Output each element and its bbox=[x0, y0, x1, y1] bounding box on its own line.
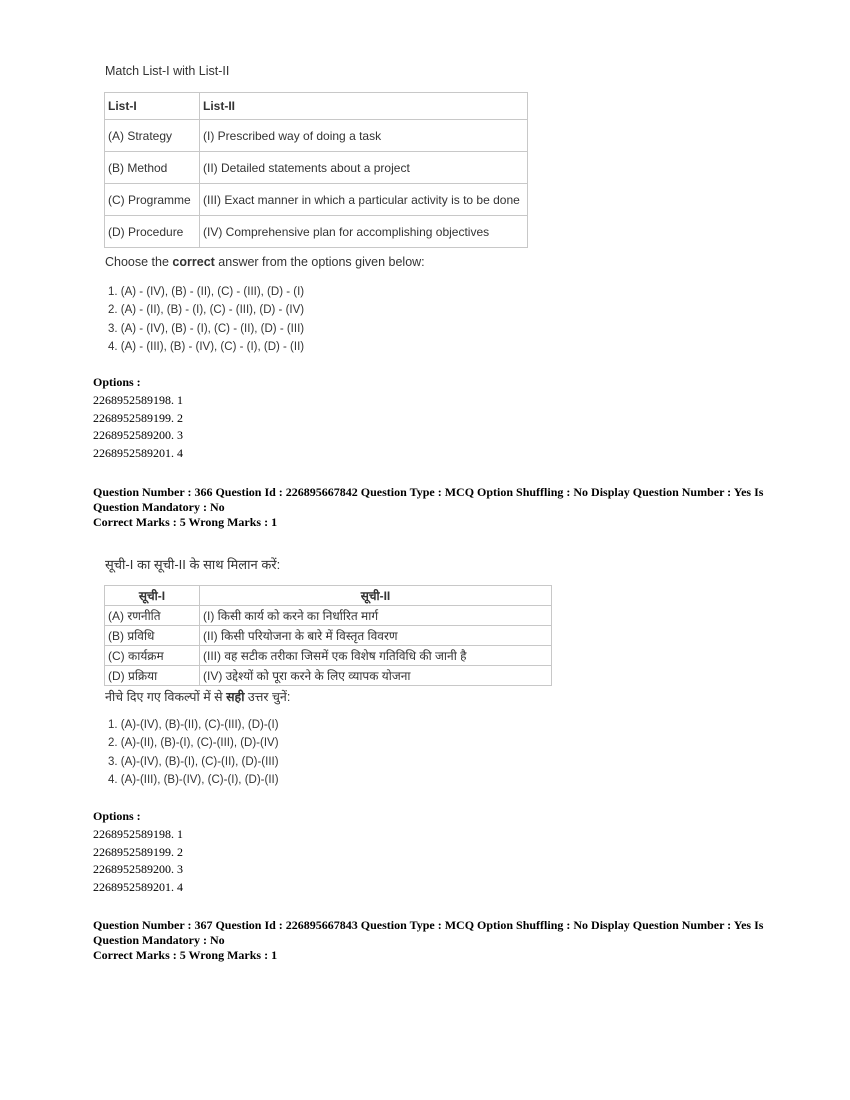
table-row bbox=[105, 152, 528, 184]
answer-option: 2. (A)-(II), (B)-(I), (C)-(III), (D)-(IV) bbox=[108, 737, 279, 750]
list-1-cell: (A) Strategy bbox=[105, 120, 200, 152]
options-block bbox=[93, 374, 183, 463]
options-label: Options : bbox=[93, 809, 141, 823]
question-mandatory-line: Question Mandatory : No bbox=[93, 933, 225, 947]
table-row bbox=[105, 216, 528, 248]
list-1-cell: (C) Programme bbox=[105, 184, 200, 216]
table-row bbox=[105, 646, 552, 666]
table-header-row bbox=[105, 93, 528, 120]
answer-options-list-hindi bbox=[108, 716, 279, 789]
option-id: 2268952589200. 3 bbox=[93, 428, 183, 443]
list-2-cell: (I) किसी कार्य को करने का निर्धारित मार्ग bbox=[200, 606, 552, 626]
option-id: 2268952589199. 2 bbox=[93, 844, 183, 859]
question-info-line: Question Number : 366 Question Id : 226895667842 Question Type : MCQ Option Shuffling : No Display Question Number : Yes Is bbox=[93, 485, 764, 499]
question-prompt-hindi: सूची-I का सूची-II के साथ मिलान करें: bbox=[105, 557, 281, 572]
question-meta bbox=[93, 485, 773, 530]
answer-option: 4. (A) - (III), (B) - (IV), (C) - (I), (D) - (II) bbox=[108, 340, 305, 353]
list-1-cell: (D) Procedure bbox=[105, 216, 200, 248]
option-id: 2268952589201. 4 bbox=[93, 446, 183, 461]
list-2-cell: (III) Exact manner in which a particular activity is to be done bbox=[200, 184, 528, 216]
table-header-row bbox=[105, 586, 552, 606]
match-table bbox=[104, 92, 528, 248]
option-id: 2268952589201. 4 bbox=[93, 880, 183, 895]
options-block bbox=[93, 808, 183, 897]
list-2-cell: (II) Detailed statements about a project bbox=[200, 152, 528, 184]
marks-line: Correct Marks : 5 Wrong Marks : 1 bbox=[93, 948, 278, 962]
choose-instruction-hindi: नीचे दिए गए विकल्पों में से सही उत्तर चुनें: bbox=[105, 690, 291, 704]
table-row bbox=[105, 120, 528, 152]
emphasis-text: सही bbox=[226, 690, 245, 704]
column-header-list-2: सूची-II bbox=[200, 586, 552, 606]
list-2-cell: (IV) उद्देश्यों को पूरा करने के लिए व्यापक योजना bbox=[200, 666, 552, 686]
option-id: 2268952589200. 3 bbox=[93, 862, 183, 877]
marks-line: Correct Marks : 5 Wrong Marks : 1 bbox=[93, 515, 278, 529]
options-label: Options : bbox=[93, 375, 141, 389]
list-1-cell: (A) रणनीति bbox=[105, 606, 200, 626]
answer-option: 3. (A)-(IV), (B)-(I), (C)-(II), (D)-(III) bbox=[108, 755, 279, 768]
column-header-list-1: List-I bbox=[105, 93, 200, 120]
question-mandatory-line: Question Mandatory : No bbox=[93, 500, 225, 514]
list-1-cell: (C) कार्यक्रम bbox=[105, 646, 200, 666]
answer-option: 4. (A)-(III), (B)-(IV), (C)-(I), (D)-(II) bbox=[108, 773, 279, 786]
match-table-hindi bbox=[104, 585, 552, 686]
list-1-cell: (D) प्रक्रिया bbox=[105, 666, 200, 686]
list-2-cell: (III) वह सटीक तरीका जिसमें एक विशेष गतिविधि की जानी है bbox=[200, 646, 552, 666]
table-row bbox=[105, 606, 552, 626]
list-1-cell: (B) Method bbox=[105, 152, 200, 184]
question-meta bbox=[93, 918, 773, 963]
answer-option: 3. (A) - (IV), (B) - (I), (C) - (II), (D) - (III) bbox=[108, 322, 305, 335]
list-1-cell: (B) प्रविधि bbox=[105, 626, 200, 646]
table-row bbox=[105, 184, 528, 216]
list-2-cell: (IV) Comprehensive plan for accomplishing objectives bbox=[200, 216, 528, 248]
table-row bbox=[105, 666, 552, 686]
question-info-line: Question Number : 367 Question Id : 226895667843 Question Type : MCQ Option Shuffling : No Display Question Number : Yes Is bbox=[93, 918, 764, 932]
option-id: 2268952589198. 1 bbox=[93, 826, 183, 841]
column-header-list-2: List-II bbox=[200, 93, 528, 120]
answer-options-list bbox=[108, 283, 304, 356]
column-header-list-1: सूची-I bbox=[105, 586, 200, 606]
question-prompt: Match List-I with List-II bbox=[105, 64, 230, 78]
answer-option: 2. (A) - (II), (B) - (I), (C) - (III), (D) - (IV) bbox=[108, 304, 305, 317]
emphasis-text: correct bbox=[172, 255, 215, 269]
answer-option: 1. (A)-(IV), (B)-(II), (C)-(III), (D)-(I) bbox=[108, 719, 279, 731]
list-2-cell: (I) Prescribed way of doing a task bbox=[200, 120, 528, 152]
choose-instruction: Choose the correct answer from the options given below: bbox=[105, 255, 425, 269]
table-row bbox=[105, 626, 552, 646]
option-id: 2268952589198. 1 bbox=[93, 392, 183, 407]
option-id: 2268952589199. 2 bbox=[93, 410, 183, 425]
answer-option: 1. (A) - (IV), (B) - (II), (C) - (III), (D) - (I) bbox=[108, 286, 305, 298]
list-2-cell: (II) किसी परियोजना के बारे में विस्तृत विवरण bbox=[200, 626, 552, 646]
